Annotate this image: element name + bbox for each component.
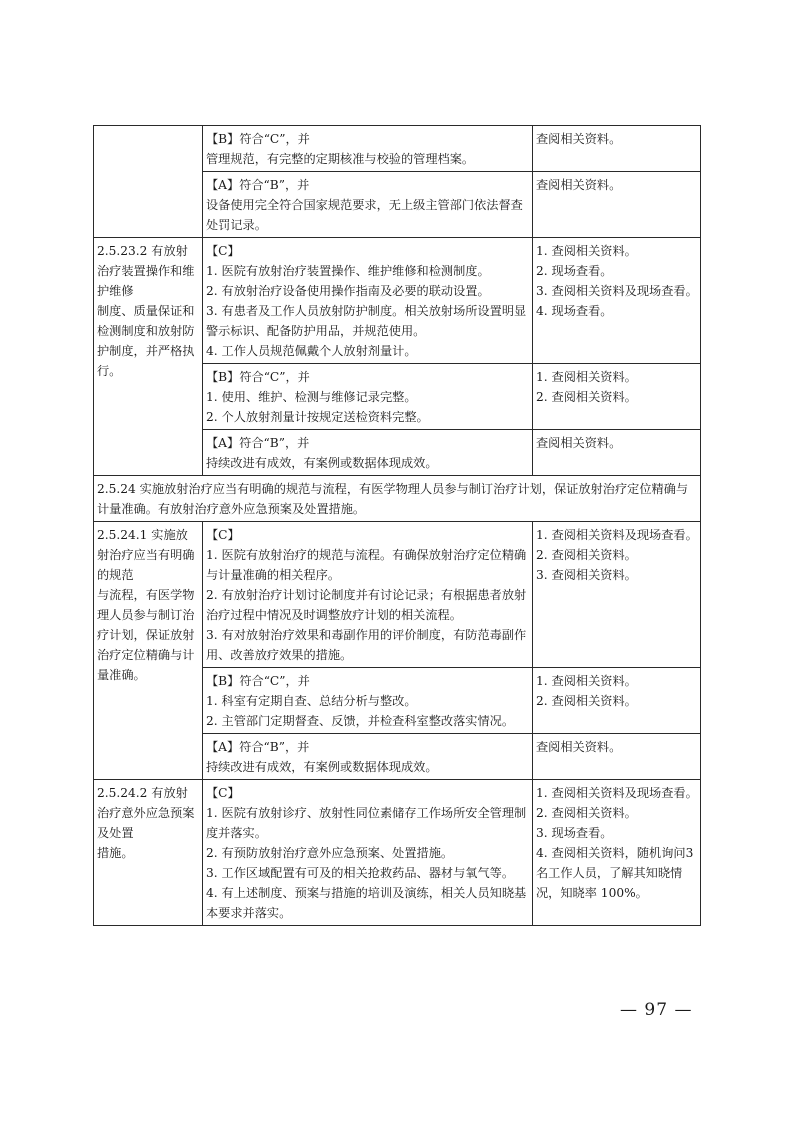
method-text: 3. 现场查看。 — [536, 826, 613, 840]
grade-label: 【C】 — [206, 244, 240, 258]
method-cell — [533, 780, 701, 926]
item-cell-empty — [94, 126, 203, 238]
requirement-text: 管理规范，有完整的定期核准与校验的管理档案。 — [206, 152, 475, 166]
method-text: 1. 查阅相关资料及现场查看。 — [536, 786, 698, 800]
requirement-text: 1. 医院有放射治疗装置操作、维护维修和检测制度。 — [206, 264, 490, 278]
grade-label: 【A】符合“B”，并 — [206, 178, 310, 192]
requirement-text: 1. 使用、维护、检测与维修记录完整。 — [206, 390, 417, 404]
page-number: — 97 — — [620, 1000, 693, 1020]
section-heading: 2.5.24 实施放射治疗应当有明确的规范与流程，有医学物理人员参与制订治疗计划，保证放射治疗定位精确与计量准确。有放射治疗意外应急预案及处置措施。 — [97, 482, 689, 516]
method-cell — [533, 172, 701, 238]
requirement-text: 1. 医院有放射诊疗、放射性同位素储存工作场所安全管理制度并落实。 — [206, 806, 527, 840]
item-title-cell — [94, 522, 203, 780]
grade-label: 【B】符合“C”，并 — [206, 132, 310, 146]
grade-label: 【C】 — [206, 528, 240, 542]
method-text: 1. 查阅相关资料。 — [536, 674, 637, 688]
method-cell — [533, 430, 701, 476]
table-row — [94, 780, 701, 926]
method-text: 查阅相关资料。 — [536, 178, 622, 192]
grade-label: 【C】 — [206, 786, 240, 800]
requirement-text: 2. 有放射治疗设备使用操作指南及必要的联动设置。 — [206, 284, 490, 298]
item-title: 2.5.24.1 实施放射治疗应当有明确的规范 — [97, 528, 195, 582]
requirement-cell — [203, 364, 533, 430]
requirement-cell — [203, 522, 533, 668]
method-text: 查阅相关资料。 — [536, 436, 622, 450]
method-text: 4. 现场查看。 — [536, 304, 613, 318]
method-text: 1. 查阅相关资料及现场查看。 — [536, 528, 698, 542]
requirement-text: 持续改进有成效，有案例或数据体现成效。 — [206, 456, 438, 470]
method-text: 2. 查阅相关资料。 — [536, 390, 637, 404]
requirement-text: 3. 有患者及工作人员放射防护制度。相关放射场所设置明显警示标识、配备防护用品，并规范使用。 — [206, 304, 527, 338]
method-cell — [533, 364, 701, 430]
method-cell — [533, 238, 701, 364]
item-title-cell — [94, 238, 203, 476]
item-title: 2.5.23.2 有放射治疗装置操作和维护维修 — [97, 244, 195, 298]
table-row — [94, 238, 701, 364]
requirement-text: 3. 工作区域配置有可及的相关抢救药品、器材与氧气等。 — [206, 866, 515, 880]
requirement-text: 2. 有放射治疗计划讨论制度并有讨论记录；有根据患者放射治疗过程中情况及时调整放疗计划的相关流程。 — [206, 588, 527, 622]
requirement-text: 4. 有上述制度、预案与措施的培训及演练，相关人员知晓基本要求并落实。 — [206, 886, 527, 920]
requirement-text: 1. 医院有放射治疗的规范与流程。有确保放射治疗定位精确与计量准确的相关程序。 — [206, 548, 527, 582]
requirement-text: 2. 个人放射剂量计按规定送检资料完整。 — [206, 410, 429, 424]
table-row — [94, 126, 701, 172]
requirement-text: 2. 有预防放射治疗意外应急预案、处置措施。 — [206, 846, 454, 860]
requirement-cell — [203, 734, 533, 780]
requirement-text: 设备使用完全符合国家规范要求，无上级主管部门依法督查处罚记录。 — [206, 198, 523, 232]
requirement-text: 2. 主管部门定期督查、反馈，并检查科室整改落实情况。 — [206, 714, 515, 728]
method-text: 3. 查阅相关资料。 — [536, 568, 637, 582]
method-text: 查阅相关资料。 — [536, 740, 622, 754]
requirement-text: 4. 工作人员规范佩戴个人放射剂量计。 — [206, 344, 417, 358]
method-text: 2. 查阅相关资料。 — [536, 806, 637, 820]
method-cell — [533, 734, 701, 780]
item-title: 2.5.24.2 有放射治疗意外应急预案及处置 — [97, 786, 195, 840]
requirement-cell — [203, 172, 533, 238]
method-text: 2. 查阅相关资料。 — [536, 694, 637, 708]
grade-label: 【B】符合“C”，并 — [206, 674, 310, 688]
method-text: 1. 查阅相关资料。 — [536, 244, 637, 258]
grade-label: 【A】符合“B”，并 — [206, 436, 310, 450]
requirement-cell — [203, 126, 533, 172]
method-text: 4. 查阅相关资料，随机询问3 名工作人员，了解其知晓情况，知晓率 100%。 — [536, 846, 694, 900]
requirement-cell — [203, 668, 533, 734]
method-cell — [533, 668, 701, 734]
standards-table — [93, 125, 701, 926]
grade-label: 【B】符合“C”，并 — [206, 370, 310, 384]
table-row — [94, 476, 701, 522]
item-title-cell — [94, 780, 203, 926]
method-text: 2. 现场查看。 — [536, 264, 613, 278]
item-title: 与流程，有医学物理人员参与制订治疗计划，保证放射治疗定位精确与计量准确。 — [97, 588, 195, 682]
requirement-text: 3. 有对放射治疗效果和毒副作用的评价制度，有防范毒副作用、改善放疗效果的措施。 — [206, 628, 527, 662]
method-text: 查阅相关资料。 — [536, 132, 622, 146]
requirement-cell — [203, 430, 533, 476]
method-cell — [533, 522, 701, 668]
item-title: 制度、质量保证和检测制度和放射防护制度，并严格执行。 — [97, 304, 195, 378]
item-title: 措施。 — [97, 846, 134, 860]
requirement-text: 1. 科室有定期自查、总结分析与整改。 — [206, 694, 417, 708]
section-heading-cell — [94, 476, 701, 522]
requirement-cell — [203, 780, 533, 926]
method-cell — [533, 126, 701, 172]
requirement-text: 持续改进有成效，有案例或数据体现成效。 — [206, 760, 438, 774]
grade-label: 【A】符合“B”，并 — [206, 740, 310, 754]
requirement-cell — [203, 238, 533, 364]
method-text: 1. 查阅相关资料。 — [536, 370, 637, 384]
method-text: 3. 查阅相关资料及现场查看。 — [536, 284, 698, 298]
method-text: 2. 查阅相关资料。 — [536, 548, 637, 562]
table-row — [94, 522, 701, 668]
